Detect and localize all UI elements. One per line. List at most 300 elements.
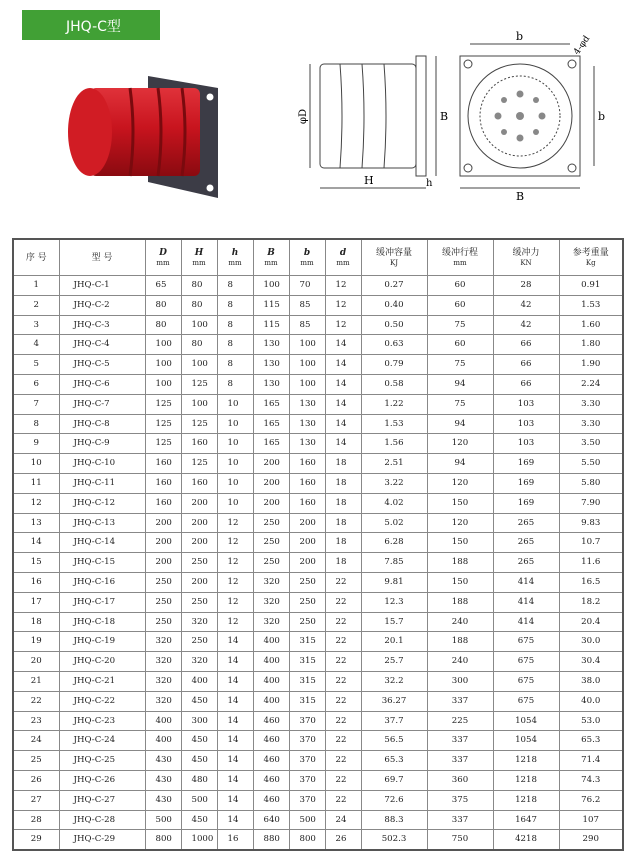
table-cell: 2.24 xyxy=(559,374,623,394)
table-cell: 3.30 xyxy=(559,394,623,414)
table-cell: 100 xyxy=(289,355,325,375)
table-cell: JHQ-C-12 xyxy=(59,493,145,513)
table-cell: JHQ-C-16 xyxy=(59,572,145,592)
table-cell: 125 xyxy=(181,454,217,474)
table-cell: 27 xyxy=(13,790,59,810)
table-cell: 14 xyxy=(325,394,361,414)
table-cell: 115 xyxy=(253,315,289,335)
column-header-unit: mm xyxy=(156,258,170,267)
column-header-label: 序 号 xyxy=(25,252,47,263)
table-row xyxy=(13,276,623,296)
table-cell: 80 xyxy=(181,276,217,296)
table-cell: 42 xyxy=(493,315,559,335)
table-cell: 250 xyxy=(253,513,289,533)
table-cell: 16 xyxy=(13,572,59,592)
table-cell: 22 xyxy=(325,652,361,672)
table-row xyxy=(13,553,623,573)
column-header-unit: mm xyxy=(228,258,242,267)
table-cell: 18 xyxy=(325,533,361,553)
column-header-unit: mm xyxy=(264,258,278,267)
table-cell: 10.7 xyxy=(559,533,623,553)
table-cell: 103 xyxy=(493,434,559,454)
table-cell: 250 xyxy=(145,572,181,592)
table-row xyxy=(13,592,623,612)
table-cell: 250 xyxy=(253,553,289,573)
table-cell: 0.63 xyxy=(361,335,427,355)
table-cell: 320 xyxy=(253,572,289,592)
table-cell: 1.60 xyxy=(559,315,623,335)
table-cell: 3.30 xyxy=(559,414,623,434)
table-cell: 290 xyxy=(559,830,623,850)
table-cell: 1218 xyxy=(493,790,559,810)
table-cell: 100 xyxy=(145,355,181,375)
front-holes-label: 4-φd xyxy=(572,34,593,57)
table-cell: 130 xyxy=(289,414,325,434)
table-cell: 16 xyxy=(217,830,253,850)
table-cell: 17 xyxy=(13,592,59,612)
table-cell: 460 xyxy=(253,731,289,751)
table-cell: 4 xyxy=(13,335,59,355)
table-cell: 12 xyxy=(217,572,253,592)
column-header-label: h xyxy=(231,247,239,258)
table-cell: JHQ-C-1 xyxy=(59,276,145,296)
table-cell: 460 xyxy=(253,751,289,771)
column-header xyxy=(13,239,59,276)
table-cell: 370 xyxy=(289,751,325,771)
table-cell: 22 xyxy=(325,711,361,731)
table-cell: 400 xyxy=(253,632,289,652)
table-cell: JHQ-C-4 xyxy=(59,335,145,355)
table-row xyxy=(13,335,623,355)
table-cell: 200 xyxy=(145,533,181,553)
table-cell: 40.0 xyxy=(559,691,623,711)
table-cell: JHQ-C-3 xyxy=(59,315,145,335)
table-cell: 360 xyxy=(427,770,493,790)
table-cell: 10 xyxy=(217,414,253,434)
table-cell: 200 xyxy=(181,533,217,553)
table-cell: 71.4 xyxy=(559,751,623,771)
table-cell: 9.83 xyxy=(559,513,623,533)
table-cell: JHQ-C-11 xyxy=(59,473,145,493)
table-cell: 188 xyxy=(427,553,493,573)
plate-hole xyxy=(207,185,214,192)
table-cell: 12 xyxy=(217,612,253,632)
table-cell: 16.5 xyxy=(559,572,623,592)
table-cell: 28 xyxy=(493,276,559,296)
table-cell: 130 xyxy=(253,335,289,355)
table-cell: 14 xyxy=(217,790,253,810)
table-cell: 315 xyxy=(289,691,325,711)
table-cell: 160 xyxy=(181,434,217,454)
table-cell: 120 xyxy=(427,434,493,454)
column-header xyxy=(181,239,217,276)
table-cell: JHQ-C-28 xyxy=(59,810,145,830)
table-cell: 60 xyxy=(427,295,493,315)
table-cell: 18 xyxy=(325,473,361,493)
table-cell: 200 xyxy=(253,493,289,513)
page-title: JHQ-C型 xyxy=(66,19,121,35)
table-cell: 19 xyxy=(13,632,59,652)
table-cell: 0.40 xyxy=(361,295,427,315)
table-cell: 880 xyxy=(253,830,289,850)
table-cell: 8 xyxy=(217,374,253,394)
table-row xyxy=(13,454,623,474)
side-b-label: B xyxy=(440,110,449,123)
table-row xyxy=(13,295,623,315)
table-cell: 12 xyxy=(217,553,253,573)
table-cell: 120 xyxy=(427,473,493,493)
table-cell: 400 xyxy=(253,671,289,691)
technical-diagram xyxy=(288,26,618,202)
table-cell: 265 xyxy=(493,553,559,573)
column-header xyxy=(59,239,145,276)
table-row xyxy=(13,810,623,830)
table-cell: 450 xyxy=(181,751,217,771)
table-row xyxy=(13,315,623,335)
table-cell: 200 xyxy=(289,533,325,553)
column-header-label: 缓冲容量 xyxy=(375,247,412,258)
table-cell: 14 xyxy=(325,434,361,454)
table-cell: 14 xyxy=(325,414,361,434)
front-b-top-label: b xyxy=(516,30,524,43)
table-cell: 370 xyxy=(289,790,325,810)
table-cell: 8 xyxy=(217,315,253,335)
table-cell: 60 xyxy=(427,335,493,355)
table-row xyxy=(13,473,623,493)
table-cell: 250 xyxy=(145,612,181,632)
table-cell: 1.56 xyxy=(361,434,427,454)
column-header-label: 缓冲力 xyxy=(512,247,540,258)
table-cell: 300 xyxy=(181,711,217,731)
table-row xyxy=(13,493,623,513)
table-cell: 76.2 xyxy=(559,790,623,810)
table-cell: 75 xyxy=(427,394,493,414)
table-cell: 0.58 xyxy=(361,374,427,394)
table-cell: 675 xyxy=(493,632,559,652)
plate-hole xyxy=(207,94,214,101)
table-cell: 1218 xyxy=(493,751,559,771)
table-cell: 8 xyxy=(217,355,253,375)
table-cell: 13 xyxy=(13,513,59,533)
table-cell: 500 xyxy=(289,810,325,830)
table-cell: JHQ-C-29 xyxy=(59,830,145,850)
table-cell: 0.79 xyxy=(361,355,427,375)
table-cell: 14 xyxy=(217,751,253,771)
table-cell: 22 xyxy=(325,731,361,751)
table-cell: 66 xyxy=(493,335,559,355)
table-cell: 85 xyxy=(289,295,325,315)
column-header-unit: mm xyxy=(453,258,467,267)
table-cell: 320 xyxy=(145,632,181,652)
column-header xyxy=(427,239,493,276)
table-cell: 115 xyxy=(253,295,289,315)
table-cell: 0.91 xyxy=(559,276,623,296)
table-cell: 25 xyxy=(13,751,59,771)
table-cell: 18 xyxy=(325,553,361,573)
table-cell: 200 xyxy=(181,493,217,513)
table-cell: 14 xyxy=(217,770,253,790)
table-cell: 9.81 xyxy=(361,572,427,592)
table-cell: 250 xyxy=(289,612,325,632)
table-cell: 1218 xyxy=(493,770,559,790)
table-row xyxy=(13,394,623,414)
column-header-unit: mm xyxy=(336,258,350,267)
table-header-row xyxy=(13,239,623,276)
table-cell: 100 xyxy=(289,335,325,355)
table-cell: JHQ-C-24 xyxy=(59,731,145,751)
table-cell: 250 xyxy=(289,572,325,592)
table-cell: 675 xyxy=(493,671,559,691)
side-h-small-label: h xyxy=(426,178,433,189)
table-cell: 502.3 xyxy=(361,830,427,850)
table-cell: 3 xyxy=(13,315,59,335)
table-cell: 30.4 xyxy=(559,652,623,672)
table-cell: 169 xyxy=(493,454,559,474)
table-cell: 100 xyxy=(145,374,181,394)
table-cell: JHQ-C-8 xyxy=(59,414,145,434)
table-cell: 21 xyxy=(13,671,59,691)
table-cell: 125 xyxy=(181,414,217,434)
table-cell: 22 xyxy=(325,612,361,632)
front-B-bottom-label: B xyxy=(516,190,525,202)
table-cell: 240 xyxy=(427,652,493,672)
table-cell: 85 xyxy=(289,315,325,335)
table-cell: 14 xyxy=(13,533,59,553)
table-cell: JHQ-C-9 xyxy=(59,434,145,454)
table-cell: 188 xyxy=(427,592,493,612)
table-cell: JHQ-C-21 xyxy=(59,671,145,691)
side-h-label: H xyxy=(364,174,374,187)
table-cell: 12 xyxy=(13,493,59,513)
table-cell: 8 xyxy=(217,335,253,355)
table-cell: 169 xyxy=(493,473,559,493)
table-cell: 125 xyxy=(145,394,181,414)
table-cell: 20 xyxy=(13,652,59,672)
table-cell: 1054 xyxy=(493,711,559,731)
table-cell: 337 xyxy=(427,810,493,830)
side-view xyxy=(310,56,436,188)
table-cell: 10 xyxy=(217,434,253,454)
table-cell: 337 xyxy=(427,691,493,711)
column-header-unit: mm xyxy=(300,258,314,267)
table-cell: 169 xyxy=(493,493,559,513)
table-cell: 1000 xyxy=(181,830,217,850)
table-cell: 3.50 xyxy=(559,434,623,454)
table-cell: 32.2 xyxy=(361,671,427,691)
table-cell: 28 xyxy=(13,810,59,830)
table-cell: 22 xyxy=(325,572,361,592)
table-row xyxy=(13,414,623,434)
table-cell: 130 xyxy=(253,374,289,394)
table-cell: 265 xyxy=(493,513,559,533)
table-cell: 60 xyxy=(427,276,493,296)
table-cell: 14 xyxy=(217,652,253,672)
table-cell: 70 xyxy=(289,276,325,296)
table-cell: 125 xyxy=(181,374,217,394)
table-cell: 337 xyxy=(427,731,493,751)
table-cell: 480 xyxy=(181,770,217,790)
table-cell: 160 xyxy=(145,473,181,493)
table-cell: 165 xyxy=(253,434,289,454)
column-header xyxy=(325,239,361,276)
table-cell: 750 xyxy=(427,830,493,850)
table-cell: 370 xyxy=(289,770,325,790)
column-header xyxy=(289,239,325,276)
table-row xyxy=(13,572,623,592)
table-cell: 14 xyxy=(325,355,361,375)
table-cell: 56.5 xyxy=(361,731,427,751)
table-cell: 320 xyxy=(181,652,217,672)
table-cell: 22 xyxy=(325,671,361,691)
table-cell: 0.27 xyxy=(361,276,427,296)
table-cell: 15 xyxy=(13,553,59,573)
table-cell: 37.7 xyxy=(361,711,427,731)
table-cell: 18.2 xyxy=(559,592,623,612)
table-cell: 80 xyxy=(145,295,181,315)
table-cell: 10 xyxy=(13,454,59,474)
table-cell: 320 xyxy=(145,652,181,672)
table-cell: 14 xyxy=(217,711,253,731)
column-header xyxy=(253,239,289,276)
table-cell: 18 xyxy=(325,493,361,513)
table-row xyxy=(13,612,623,632)
table-cell: 20.1 xyxy=(361,632,427,652)
table-cell: 14 xyxy=(217,632,253,652)
table-cell: 88.3 xyxy=(361,810,427,830)
table-cell: JHQ-C-23 xyxy=(59,711,145,731)
table-cell: JHQ-C-25 xyxy=(59,751,145,771)
column-header xyxy=(493,239,559,276)
table-cell: 370 xyxy=(289,711,325,731)
table-cell: 320 xyxy=(145,691,181,711)
table-cell: JHQ-C-17 xyxy=(59,592,145,612)
table-cell: 20.4 xyxy=(559,612,623,632)
table-cell: JHQ-C-2 xyxy=(59,295,145,315)
table-cell: JHQ-C-6 xyxy=(59,374,145,394)
table-cell: 38.0 xyxy=(559,671,623,691)
table-cell: 450 xyxy=(181,810,217,830)
table-cell: 12 xyxy=(217,513,253,533)
table-cell: 200 xyxy=(253,454,289,474)
table-cell: 500 xyxy=(145,810,181,830)
table-cell: 65.3 xyxy=(559,731,623,751)
table-cell: 165 xyxy=(253,414,289,434)
table-cell: JHQ-C-14 xyxy=(59,533,145,553)
table-cell: 75 xyxy=(427,315,493,335)
table-row xyxy=(13,731,623,751)
table-cell: 74.3 xyxy=(559,770,623,790)
table-cell: 400 xyxy=(145,731,181,751)
table-cell: 188 xyxy=(427,632,493,652)
table-cell: 10 xyxy=(217,493,253,513)
column-header xyxy=(361,239,427,276)
table-row xyxy=(13,434,623,454)
table-cell: 69.7 xyxy=(361,770,427,790)
table-cell: 3.22 xyxy=(361,473,427,493)
table-cell: 1 xyxy=(13,276,59,296)
column-header xyxy=(559,239,623,276)
table-cell: 14 xyxy=(325,374,361,394)
table-cell: 65 xyxy=(145,276,181,296)
table-cell: 4.02 xyxy=(361,493,427,513)
table-cell: 337 xyxy=(427,751,493,771)
table-cell: 5.80 xyxy=(559,473,623,493)
table-cell: 2.51 xyxy=(361,454,427,474)
table-cell: 10 xyxy=(217,454,253,474)
table-cell: 414 xyxy=(493,592,559,612)
table-cell: JHQ-C-26 xyxy=(59,770,145,790)
table-cell: 14 xyxy=(217,731,253,751)
table-cell: 9 xyxy=(13,434,59,454)
table-cell: 65.3 xyxy=(361,751,427,771)
table-cell: 320 xyxy=(253,612,289,632)
table-cell: 130 xyxy=(289,394,325,414)
table-cell: 14 xyxy=(217,671,253,691)
table-row xyxy=(13,513,623,533)
table-cell: 460 xyxy=(253,770,289,790)
table-cell: 12 xyxy=(325,295,361,315)
column-header-label: d xyxy=(339,247,347,258)
table-cell: 100 xyxy=(289,374,325,394)
column-header-unit: Kg xyxy=(585,258,596,267)
table-cell: 240 xyxy=(427,612,493,632)
column-header-unit: KJ xyxy=(389,258,399,267)
table-row xyxy=(13,691,623,711)
table-cell: 414 xyxy=(493,612,559,632)
table-cell: 94 xyxy=(427,454,493,474)
table-cell: 160 xyxy=(289,473,325,493)
table-cell: 80 xyxy=(181,295,217,315)
table-cell: 12.3 xyxy=(361,592,427,612)
table-row xyxy=(13,711,623,731)
table-cell: 165 xyxy=(253,394,289,414)
table-row xyxy=(13,355,623,375)
table-cell: 1.22 xyxy=(361,394,427,414)
table-cell: 250 xyxy=(253,533,289,553)
table-cell: 265 xyxy=(493,533,559,553)
table-cell: 800 xyxy=(289,830,325,850)
table-cell: 414 xyxy=(493,572,559,592)
side-diameter-label: φD xyxy=(298,108,309,124)
table-cell: 1.53 xyxy=(361,414,427,434)
table-cell: JHQ-C-7 xyxy=(59,394,145,414)
table-cell: 53.0 xyxy=(559,711,623,731)
column-header-label: 参考重量 xyxy=(572,247,609,258)
table-row xyxy=(13,751,623,771)
table-cell: 103 xyxy=(493,414,559,434)
table-cell: JHQ-C-5 xyxy=(59,355,145,375)
table-row xyxy=(13,830,623,850)
table-cell: 120 xyxy=(427,513,493,533)
table-cell: 460 xyxy=(253,790,289,810)
table-cell: 315 xyxy=(289,632,325,652)
table-cell: 1.53 xyxy=(559,295,623,315)
table-cell: 315 xyxy=(289,671,325,691)
table-cell: 12 xyxy=(217,592,253,612)
table-cell: 150 xyxy=(427,533,493,553)
table-cell: 430 xyxy=(145,751,181,771)
table-cell: 160 xyxy=(289,454,325,474)
table-cell: 11 xyxy=(13,473,59,493)
table-cell: JHQ-C-27 xyxy=(59,790,145,810)
table-cell: 66 xyxy=(493,374,559,394)
table-row xyxy=(13,632,623,652)
table-cell: 675 xyxy=(493,652,559,672)
front-b-right-label: b xyxy=(598,110,606,123)
table-cell: 200 xyxy=(181,513,217,533)
table-cell: 10 xyxy=(217,473,253,493)
table-cell: 320 xyxy=(181,612,217,632)
